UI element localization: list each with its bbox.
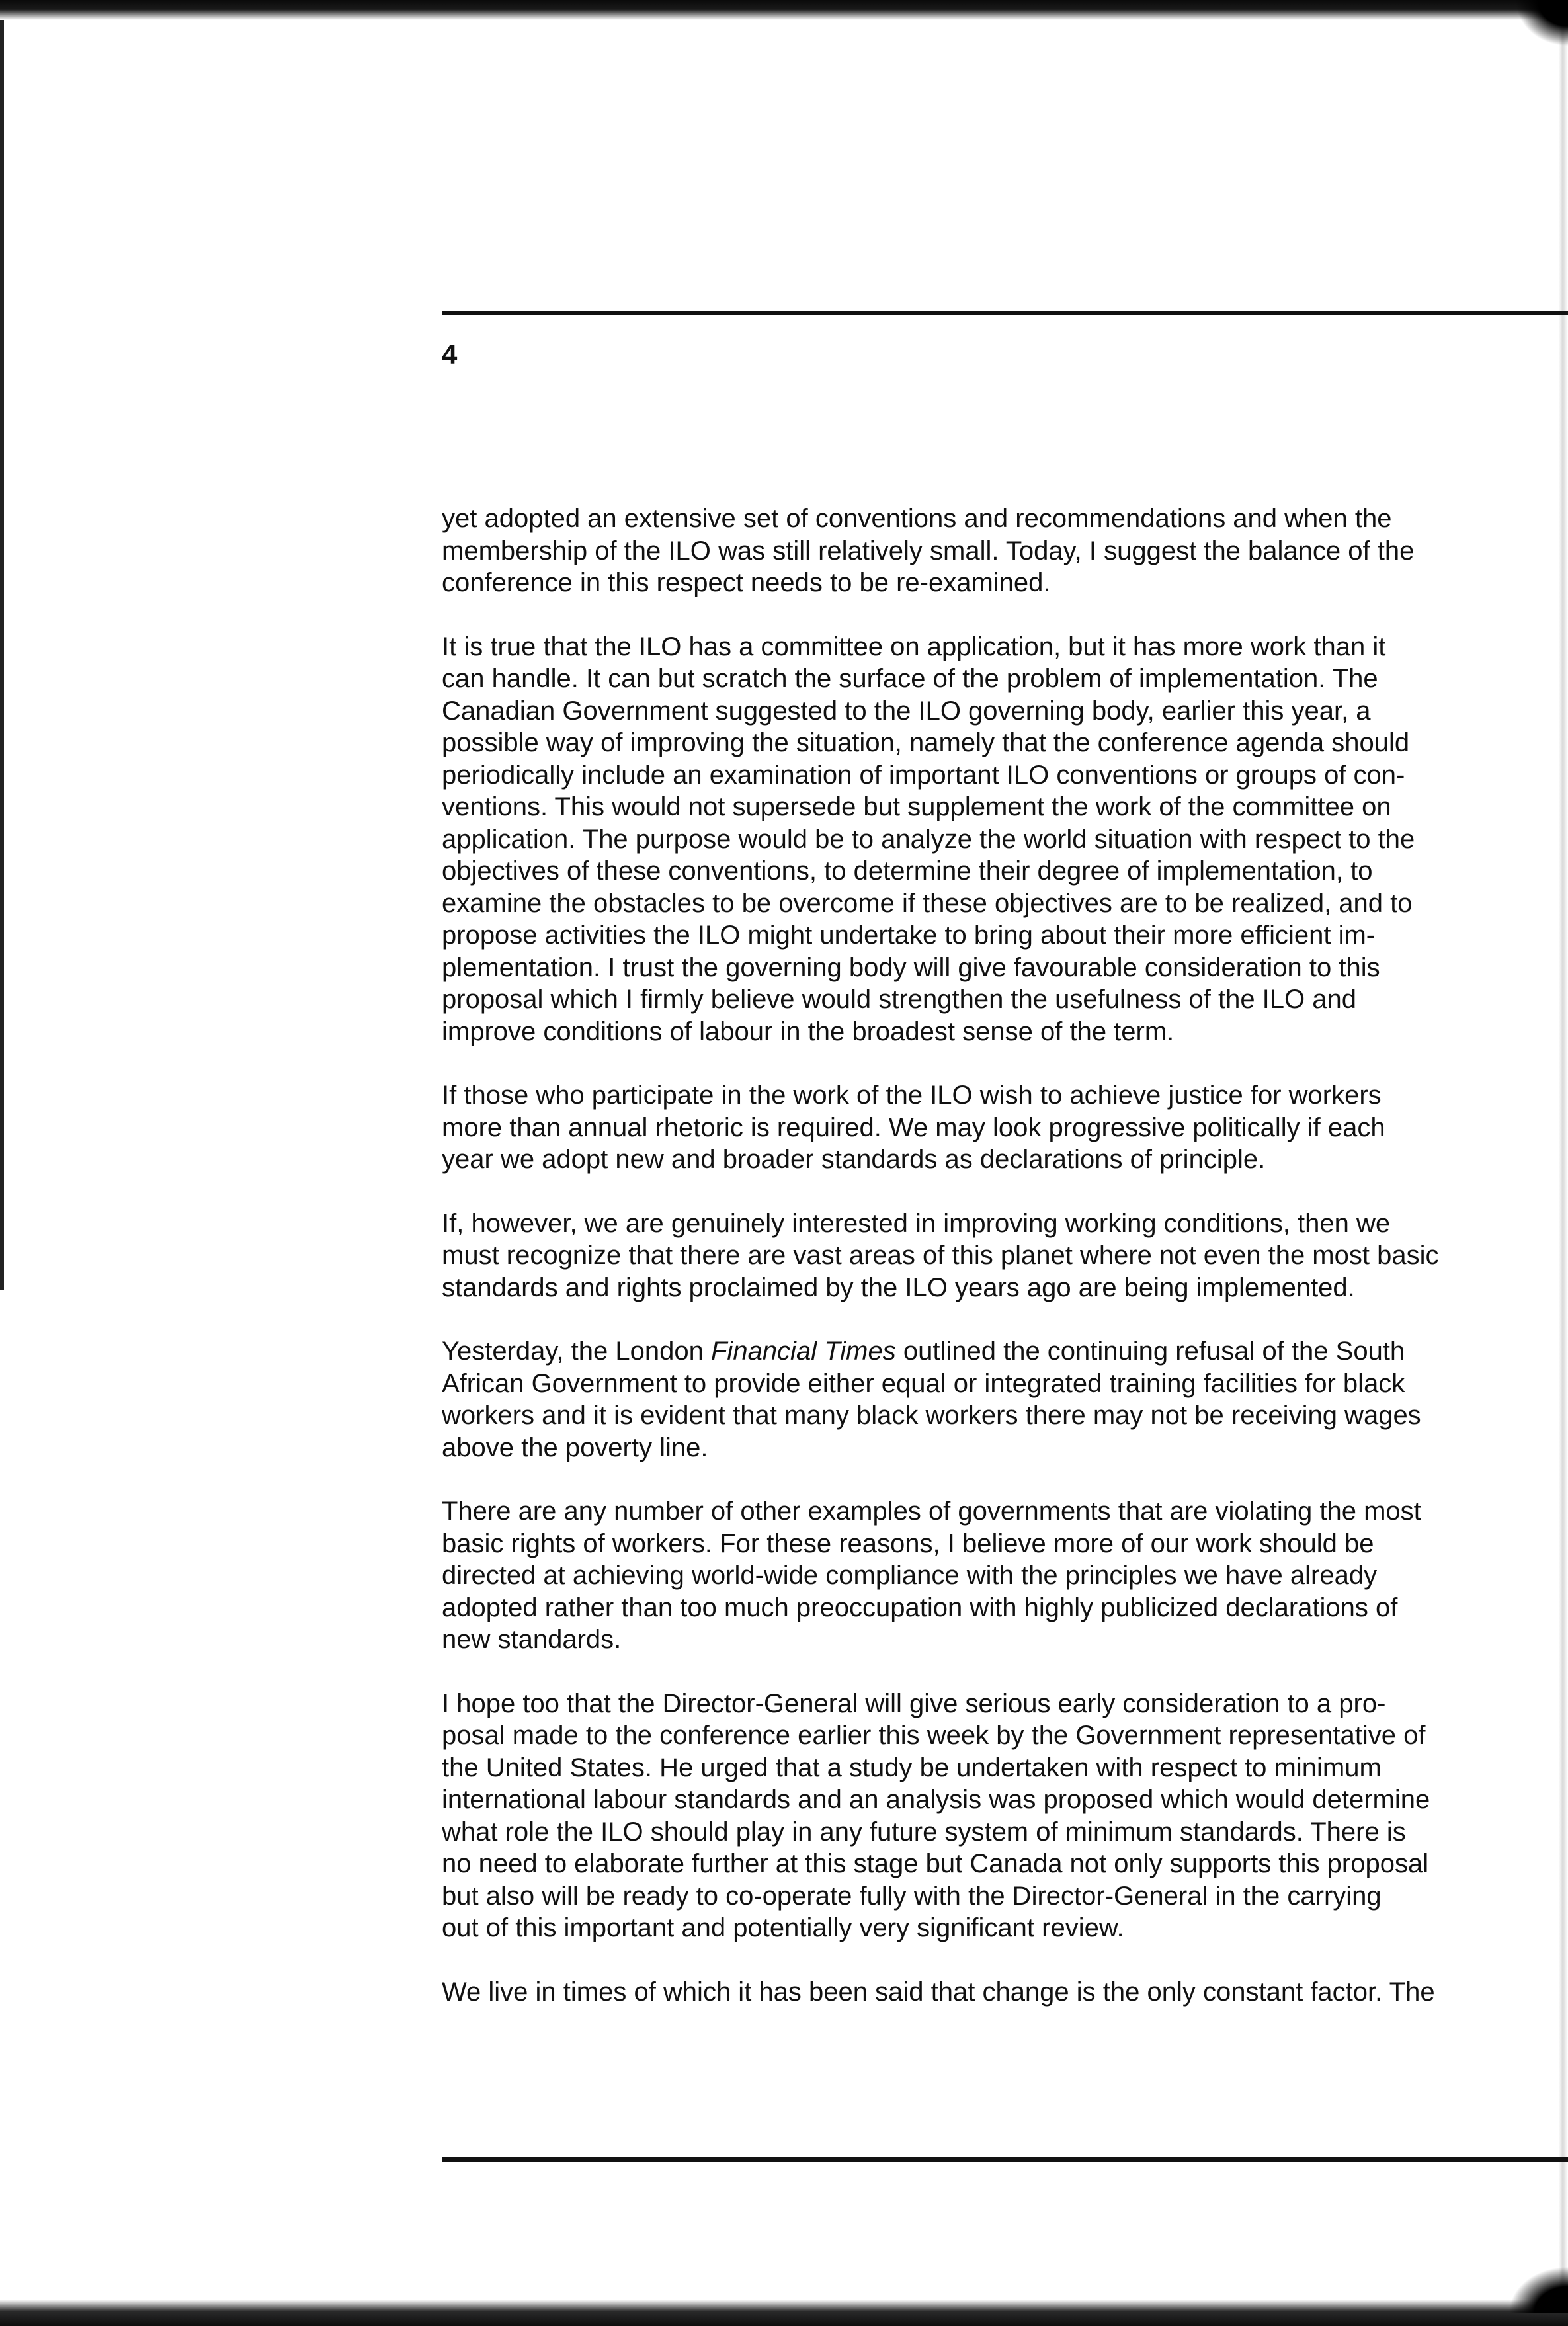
paragraph [442, 503, 1568, 599]
text-line: basic rights of workers. For these reasons, I believe more of our work should be [442, 1528, 1374, 1558]
text-line: examine the obstacles to be overcome if these objectives are to be realized, and to [442, 888, 1413, 918]
text-line: It is true that the ILO has a committee on application, but it has more work than it [442, 632, 1386, 661]
text-line: no need to elaborate further at this stage but Canada not only supports this proposal [442, 1849, 1429, 1878]
text-line: plementation. I trust the governing body will give favourable consideration to this [442, 952, 1380, 982]
text-line: above the poverty line. [442, 1433, 708, 1462]
text-line: new standards. [442, 1625, 622, 1654]
text-line: yet adopted an extensive set of conventions and recommendations and when the [442, 504, 1392, 533]
text-line: directed at achieving world-wide compliance with the principles we have already [442, 1561, 1378, 1590]
text-line: If those who participate in the work of the ILO wish to achieve justice for workers [442, 1081, 1382, 1110]
text-line: workers and it is evident that many black workers there may not be receiving wages [442, 1401, 1421, 1430]
text-line: proposal which I firmly believe would strengthen the usefulness of the ILO and [442, 985, 1357, 1014]
text-line: propose activities the ILO might undertake to bring about their more efficient im- [442, 921, 1376, 950]
text-line: We live in times of which it has been said that change is the only constant factor. The [442, 1977, 1435, 2007]
text-line: what role the ILO should play in any future system of minimum standards. There is [442, 1817, 1406, 1847]
paragraph [442, 1976, 1568, 2009]
text-line: conference in this respect needs to be re-examined. [442, 568, 1051, 597]
text-line: can handle. It can but scratch the surface of the problem of implementation. The [442, 664, 1378, 693]
paragraph [442, 1208, 1568, 1304]
text-line: out of this important and potentially very significant review. [442, 1913, 1124, 1942]
page-number: 4 [442, 339, 458, 370]
text-line: possible way of improving the situation, namely that the conference agenda should [442, 728, 1410, 757]
paragraph [442, 1079, 1568, 1176]
text-line: ventions. This would not supersede but supplement the work of the committee on [442, 792, 1391, 821]
paragraph [442, 1495, 1568, 1656]
scan-corner-mark [1515, 0, 1568, 46]
scan-corner-mark [1508, 2266, 1568, 2313]
text-line: Canadian Government suggested to the ILO governing body, earlier this year, a [442, 696, 1371, 726]
text-line: Yesterday, the London Financial Times outlined the continuing refusal of the South [442, 1337, 1405, 1366]
text-line: more than annual rhetoric is required. We may look progressive politically if each [442, 1112, 1385, 1142]
scan-bottom-edge [0, 2300, 1568, 2326]
text-line: posal made to the conference earlier this week by the Government representative of [442, 1721, 1426, 1750]
text-line: I hope too that the Director-General will give serious early consideration to a pro- [442, 1688, 1386, 1718]
text-line: adopted rather than too much preoccupation with highly publicized declarations of [442, 1593, 1398, 1622]
footer-rule [442, 2157, 1568, 2162]
text-line: objectives of these conventions, to determine their degree of implementation, to [442, 856, 1373, 886]
header-rule [442, 311, 1568, 315]
text-line: If, however, we are genuinely interested in improving working conditions, then we [442, 1208, 1391, 1238]
scan-left-edge [0, 20, 4, 1290]
paragraph [442, 1335, 1568, 1464]
text-line: application. The purpose would be to analyze the world situation with respect to the [442, 824, 1415, 854]
text-line: must recognize that there are vast areas of this planet where not even the most basic [442, 1241, 1439, 1270]
text-line: standards and rights proclaimed by the ILO years ago are being implemented. [442, 1272, 1355, 1302]
text-line: membership of the ILO was still relatively small. Today, I suggest the balance of the [442, 536, 1415, 565]
scan-top-edge [0, 0, 1568, 20]
text-line: year we adopt new and broader standards as declarations of principle. [442, 1145, 1266, 1174]
text-line: African Government to provide either equal or integrated training facilities for black [442, 1368, 1405, 1398]
paragraph [442, 631, 1568, 1048]
newspaper-title: Financial Times [711, 1337, 896, 1366]
body-text [442, 503, 1568, 2008]
text-line: improve conditions of labour in the broadest sense of the term. [442, 1017, 1175, 1046]
text-line: the United States. He urged that a study be undertaken with respect to minimum [442, 1753, 1382, 1782]
text-line: international labour standards and an analysis was proposed which would determine [442, 1785, 1430, 1814]
text-line: but also will be ready to co-operate fully with the Director-General in the carrying [442, 1881, 1382, 1911]
text-line: periodically include an examination of important ILO conventions or groups of con- [442, 760, 1405, 790]
text-line: There are any number of other examples of governments that are violating the most [442, 1497, 1421, 1526]
paragraph [442, 1688, 1568, 1944]
